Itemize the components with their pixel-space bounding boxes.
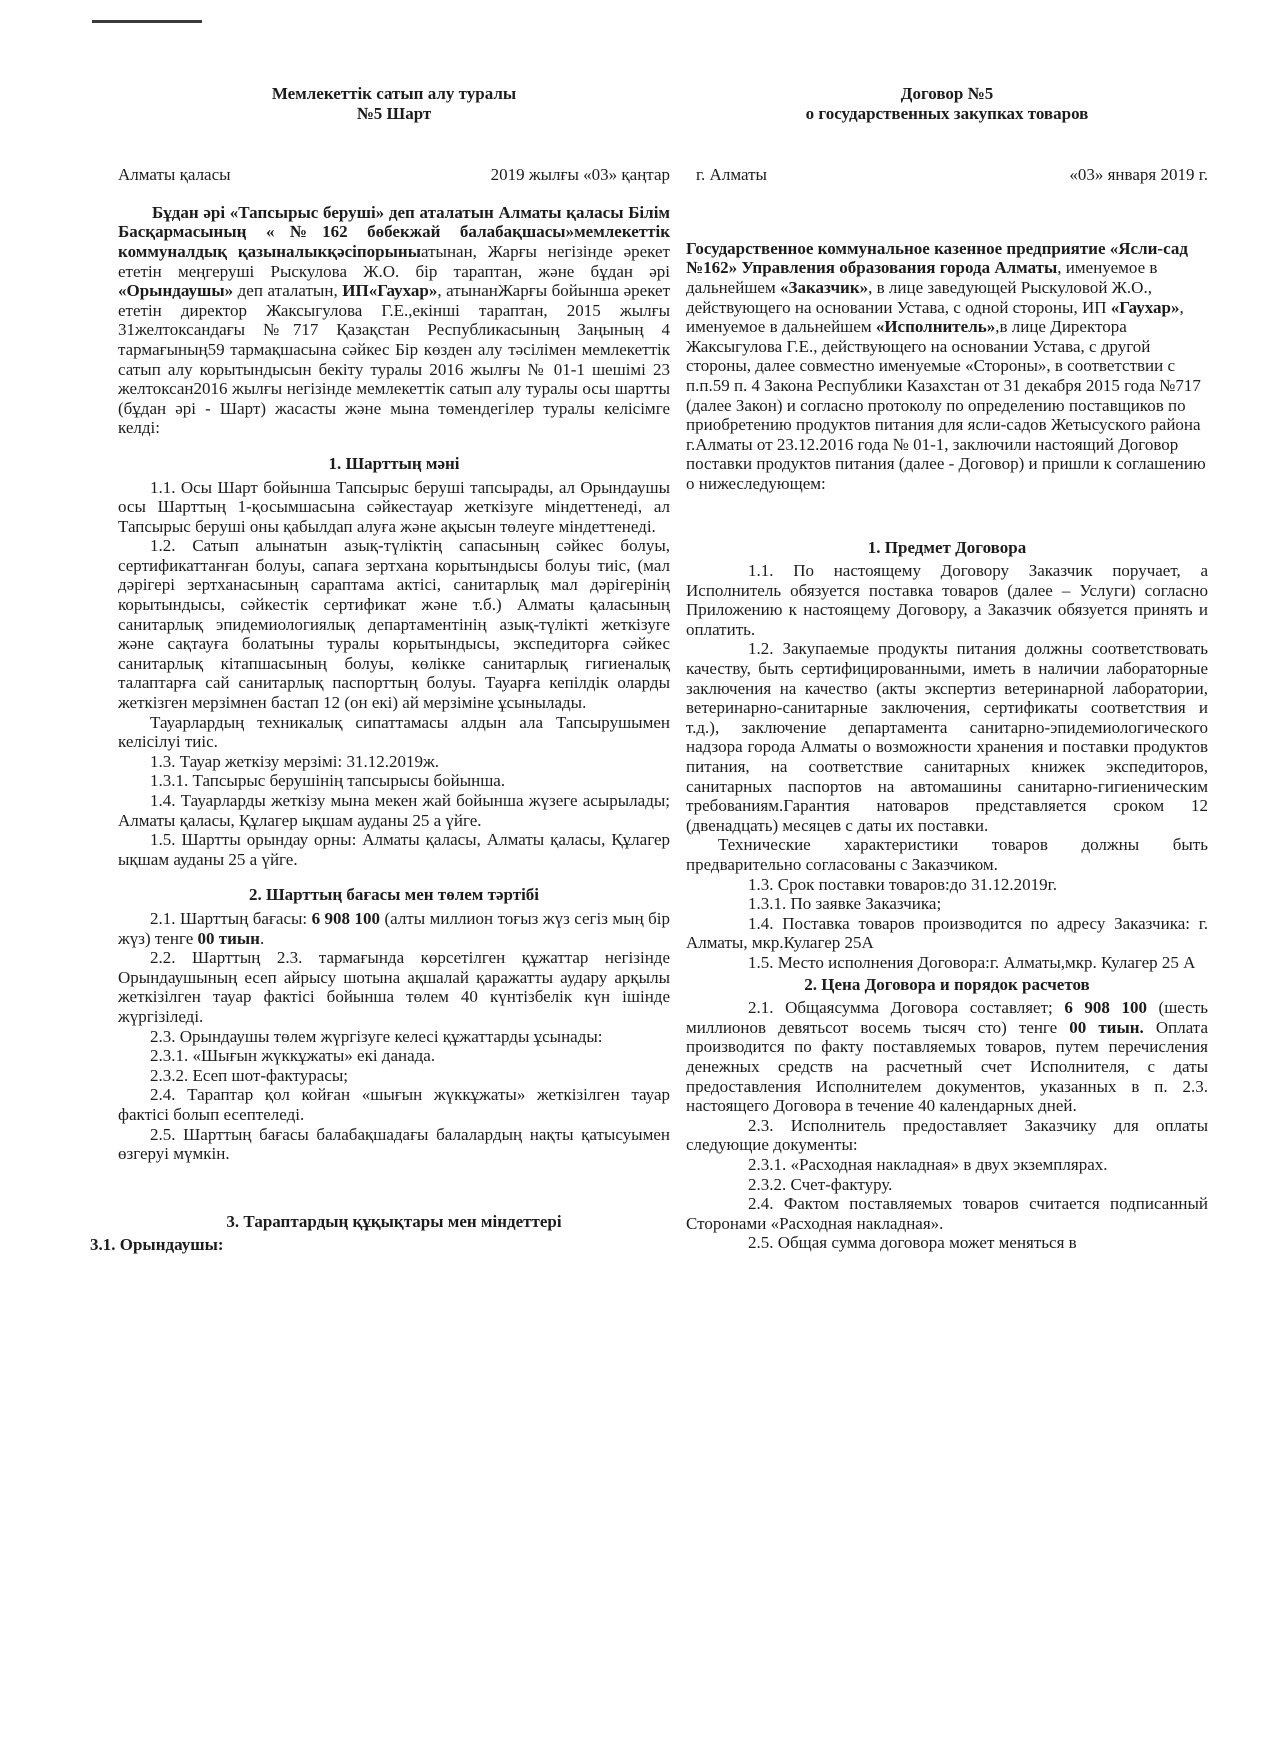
kz-title-line2: №5 Шарт [356,103,432,123]
kz-para-2-3-1: 2.3.1. «Шығын жүккұжаты» екі данада. [150,1046,436,1066]
ru-city: г. Алматы [696,165,767,185]
kz-para-2-3-2: 2.3.2. Есеп шот-фактурасы; [150,1065,349,1085]
ru-para-tech: Технические характеристики товаров должны быть предварительно согласованы с Заказчиком. [686,835,1208,874]
kz-preamble: Бұдан әрі «Тапсырыс беруші» деп аталатын Алматы қаласы Білім Басқармасының «№162 бөбекжай балабақшасы»мемлекеттік коммуналдық қазыналыкқәсіпорыныатынан, Жарғы негізінде әрекет ететін меңгеруші Рыскулова Ж.О. бір тараптан, және бұдан әрі «Орындаушы» деп аталатын, ИП«Гаухар», атынанЖарғы бойынша әрекет ететін директор Жаксыгулова Г.Е.,екінші тараптан, 2015 жылғы 31желтоксандағы №717 Қазақстан Республикасының Заңының 4 тармағының59 тармақшасына сәйкес Бір көзден алу тәсілімен мемлекеттік сатып алу корытындысын бекіту туралы 2016 жылғы № 01-1 шешімі 23 желтоксан2016 жылғы негізінде мемлекеттік сатып алу туралы осы шартты (бұдан әрі - Шарт) жасасты және мына төмендегілер туралы келісімге келді: [118,202,670,438]
ru-para-1-3-1: 1.3.1. По заявке Заказчика; [748,894,942,914]
ru-para-2-3-2: 2.3.2. Счет-фактуру. [748,1174,893,1194]
ru-title-line1: Договор №5 [900,84,994,103]
kz-section1-heading: 1. Шарттың мәні [328,453,460,473]
kz-para-1-2: 1.2. Сатып алынатын азық-түліктің сапасының сәйкес болуы, сертификаттанған болуы, сапаға зертхана корытындысы болуы тиіс, (мал дәрігері зертханасының сараптама актісі, санитарлық мал дәрігерінің корытындысы, сәйкестік сертификат және т.б.) Алматы қаласының санитарлық эпидемиологиялық департаментінің азық-түлікті жеткізуге және сақтауға болатыны туралы корытындысы, экспедиторға сәйкес санитарлық кітапшасының болуы, көлікке санитарлық гигиеналық талаптарға сай санитарлық паспорттың болуы. Тауарға кепілдік оларды жеткізген мерзімнен бастап 12 (он екі) ай мерзіміне ұсынылады. [118,536,670,713]
kazakh-column [90,84,671,1255]
kz-para-1-4: 1.4. Тауарларды жеткізу мына мекен жай бойынша жүзеге асырылады; Алматы қаласы, Құлагер ықшам ауданы 25 а үйге. [118,791,670,830]
ru-para-2-1: 2.1. Общаясумма Договора составляет; 6 908 100 (шесть миллионов девятьсот восемь тысяч сто) тенге 00 тиын. Оплата производится по факту поставляемых товаров, путем перечисления денежных средств на расчетный счет Исполнителя, с даты предоставления Исполнителем документов, указанных в п. 2.3. настоящего Договора в течение 40 календарных дней. [686,998,1209,1116]
kz-section3-heading: 3. Тараптардың құқықтары мен міндеттері [226,1211,562,1231]
ru-section1-heading: 1. Предмет Договора [867,537,1027,557]
kz-para-2-4: 2.4. Тараптар қол койған «шығын жүккұжаты» жеткізілген тауар фактісі болып есептеледі. [118,1085,670,1124]
ru-para-2-5: 2.5. Общая сумма договора может меняться в [748,1233,1077,1253]
ru-section2-heading: 2. Цена Договора и порядок расчетов [804,974,1090,994]
kz-para-2-5: 2.5. Шарттың бағасы балабақшадағы балалардың нақты қатысуымен өзгеруі мүмкін. [118,1124,670,1164]
kz-para-2-2: 2.2. Шарттың 2.3. тармағында көрсетілген құжаттар негізінде Орындаушының есеп айрысу шотына ақшалай қаражатты аудару арқылы жеткізілген тауар фактісі бойынша төлем 40 күнтізбелік күн ішінде жүргізіледі. [118,948,670,1026]
ru-para-1-4: 1.4. Поставка товаров производится по адресу Заказчика: г. Алматы, мкр.Кулагер 25А [686,913,1208,953]
ru-para-1-1: 1.1. По настоящему Договору Заказчик поручает, а Исполнитель обязуется поставка товаров (далее – Услуги) согласно Приложению к настоящему Договору, а Заказчик обязуется принять и оплатить. [686,561,1208,639]
ru-para-2-3: 2.3. Исполнитель предоставляет Заказчику для оплаты следующие документы: [686,1115,1208,1155]
kz-city-date-row [118,165,670,185]
kz-title-line1: Мемлекеттік сатып алу туралы [271,84,517,103]
ru-preamble: Государственное коммунальное казенное предприятие «Ясли-сад №162» Управления образования города Алматы, именуемое в дальнейшем «Заказчик», в лице заведующей Рыскуловой Ж.О., действующего на основании Устава, с одной стороны, ИП «Гаухар», именуемое в дальнейшем «Исполнитель»,в лице Директора Жаксыгулова Г.Е., действующего на основании Устава, с другой стороны, далее совместно именуемые «Стороны», в соответствии с п.п.59 п. 4 Закона Республики Казахстан от 31 декабря 2015 года №717 (далее Закон) и согласно протоколу по определению поставщиков по приобретению продуктов питания для ясли-садов Жетысуского района г.Алматы от 23.12.2016 года № 01-1, заключили настоящий Договор поставки продуктов питания (далее - Договор) и пришли к соглашению о нижеследующем: [686,238,1206,493]
kz-para-1-1: 1.1. Осы Шарт бойынша Тапсырыс беруші тапсырады, ал Орындаушы осы Шарттың 1-қосымшасына сәйкестауар жеткізуге міндеттенеді, ал Тапсырыс беруші оны қабылдап алуға және ақысын төлеуге міндеттенеді. [118,477,670,536]
scan-artifact-line [92,20,202,23]
kz-para-2-1: 2.1. Шарттың бағасы: 6 908 100 (алты миллион тоғыз жүз сегіз мың бір жүз) тенге 00 тиын. [118,908,671,948]
ru-para-2-4: 2.4. Фактом поставляемых товаров считается подписанный Сторонами «Расходная накладная». [686,1194,1208,1233]
kz-para-1-5: 1.5. Шартты орындау орны: Алматы қаласы, Алматы қаласы, Құлагер ықшам ауданы 25 а үйге. [118,830,670,869]
ru-city-date-row [686,165,1208,185]
ru-para-1-5: 1.5. Место исполнения Договора:г. Алматы,мкр. Кулагер 25 А [748,952,1196,972]
kz-para-2-3: 2.3. Орындаушы төлем жүргізуге келесі құжаттарды ұсынады: [150,1026,603,1046]
ru-title-line2: о государственных закупках товаров [805,103,1089,123]
kz-section2-heading: 2. Шарттың бағасы мен төлем тәртібі [248,885,540,905]
kz-para-tech: Тауарлардың техникалық сипаттамасы алдын ала Тапсырушымен келісілуі тиіс. [118,712,670,752]
kz-date: 2019 жылғы «03» қаңтар [490,165,670,185]
kz-section3-sub: 3.1. Орындаушы: [90,1235,224,1255]
ru-para-1-3: 1.3. Срок поставки товаров:до 31.12.2019г. [748,874,1057,894]
russian-column [686,84,1208,1253]
kz-city: Алматы қаласы [118,165,231,185]
kz-para-1-3-1: 1.3.1. Тапсырыс берушінің тапсырысы бойынша. [150,771,506,791]
kz-para-1-3: 1.3. Тауар жеткізу мерзімі: 31.12.2019ж. [150,751,439,771]
ru-para-1-2: 1.2. Закупаемые продукты питания должны соответствовать качеству, быть сертифицированными, иметь в наличии лабораторные заключения на качество (акты экспертиз ветеринарной лаборатории, ветеринарно-санитарные заключения, сертификаты соответствия и т.д.), заключение департамента санитарно-эпидемиологического надзора города Алматы о возможности хранения и поставки продуктов питания, на соответствие санитарных книжек экспедиторов, санитарных паспортов на автомашины санитарно-гигиеническим требованиям.Гарантия натоваров представляется сроком 12 (двенадцать) месяцев с даты их поставки. [686,639,1208,835]
ru-para-2-3-1: 2.3.1. «Расходная накладная» в двух экземплярах. [748,1154,1108,1174]
ru-date: «03» января 2019 г. [1069,165,1208,185]
